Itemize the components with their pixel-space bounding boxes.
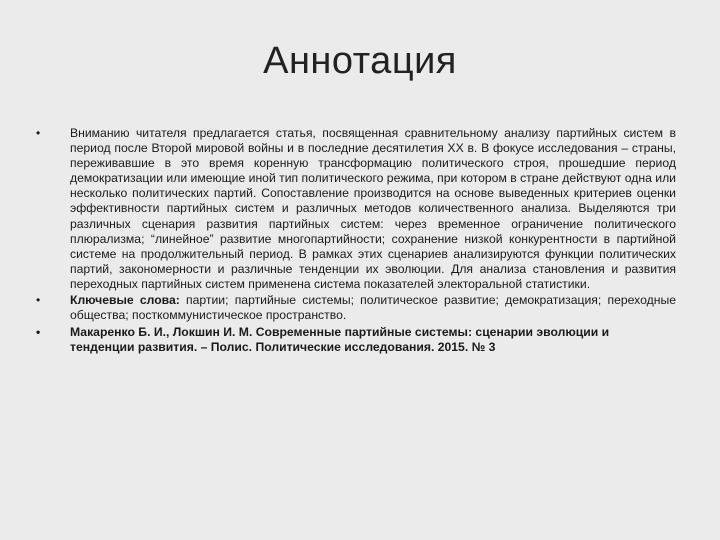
slide-title: Аннотация: [263, 40, 457, 82]
bullet-icon: •: [36, 126, 41, 140]
abstract-text: Вниманию читателя предлагается статья, посвященная сравнительному анализу партийных систем в период после Второй мировой войны и в последние десятилетия XX в. В фокусе исследования – страны, переживавшие в это время коренную трансформацию политического строя, прошедшие период демократизации или имеющие иной тип политического режима, при котором в стране действуют одна или несколько политических партий. Сопоставление производится на основе выведенных критериев оценки эффективности партийных систем и различных методов количественного анализа. Выделяются три различных сценария развития партийных систем: через временное ограничение политического плюрализма; “линейное” развитие многопартийности; сохранение низкой конкурентности в партийной системе на продолжительный период. В рамках этих сценариев анализируются функции политических партий, закономерности и различные тенденции их эволюции. Для анализа становления и развития переходных партийных систем применена система показателей электоральной статистики.: [70, 126, 676, 291]
bullet-item-keywords: [36, 293, 676, 323]
keywords-label: Ключевые слова:: [70, 293, 180, 308]
bullet-item-citation: [36, 325, 676, 355]
bullet-list: [36, 126, 676, 355]
bullet-icon: •: [36, 325, 41, 340]
keywords-text: партии; партийные системы; политическое развитие; демократизация; переходные общества; посткоммунистическое пространство.: [70, 293, 676, 323]
bullet-icon: •: [36, 293, 41, 308]
citation-text: Макаренко Б. И., Локшин И. М. Современные партийные системы: сценарии эволюции и тенденции развития. – Полис. Политические исследования. 2015. № 3: [70, 325, 610, 355]
bullet-item-abstract: [36, 126, 676, 292]
